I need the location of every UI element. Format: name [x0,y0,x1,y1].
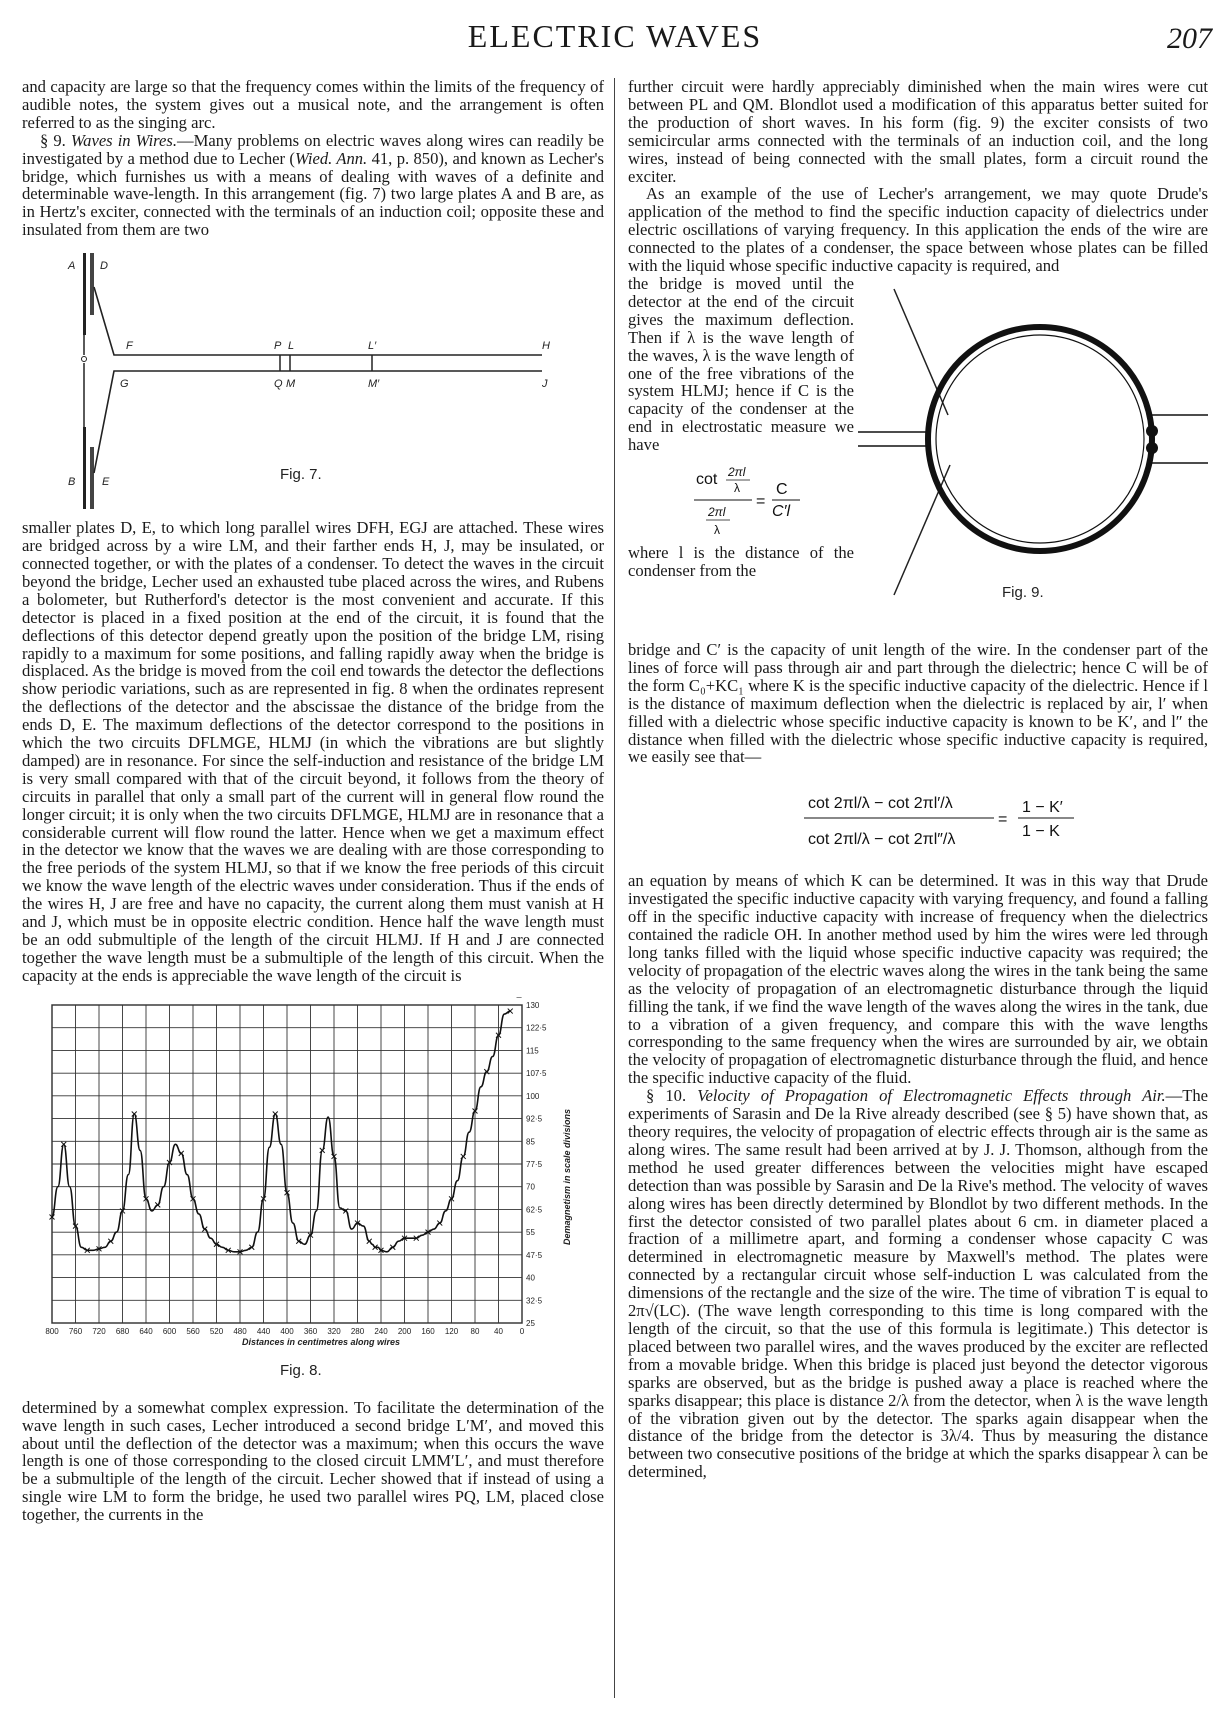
data-point [179,1151,184,1156]
x-tick-label: 600 [162,1326,177,1336]
figure-8-chart [22,997,604,1393]
equation-1-svg [628,462,854,544]
eq-bottom-num: 2πl [708,505,726,520]
y-tick-label: 122·5 [526,1023,547,1033]
section-number: § 10. [646,1086,687,1106]
right-column [628,78,1208,1481]
figure-8 [22,997,604,1393]
x-axis-label: Distances in centimetres along wires [242,1336,401,1347]
figure-7-caption: Fig. 7. [280,466,322,484]
series-line [52,1011,510,1252]
label-L: L [288,340,295,353]
running-title: ELECTRIC WAVES [467,18,763,54]
y-tick-label: 100 [526,1091,540,1101]
x-tick-label: 320 [327,1326,341,1336]
x-tick-label: 480 [233,1326,247,1336]
section-title: Waves in Wires. [70,130,177,150]
x-tick-label: 680 [115,1326,130,1336]
y-tick-label: 115 [526,1046,539,1056]
figure-7-diagram [22,247,604,515]
label-H: H [542,340,550,353]
text-run: 41, p. 850), and known as Lecher's bridge, which furnishes us with a means of dealing with waves of a definite and determinable wave-length. In this arrangement (fig. 7) two large plates A and B are, as in Hertz's exciter, connected with the terminals of an induction coil; opposite these and insulated from them are two [22,148,604,240]
left-column [22,78,604,1524]
eq-rhs-den: C′l [772,503,791,521]
paragraph: smaller plates D, E, to which long parallel wires DFH, EGJ are attached. These wires are bridged across by a wire LM, and their farther ends H, J, may be insulated, or connected together, or with the plates of a condenser. To detect the waves in the circuit beyond the bridge, Lecher used an exhausted tube placed across the wires, and Rubens a bolometer, but Rutherford's detector is the most convenient and accurate. If this detector is placed in a fixed position at the end of the circuit, it is found that the deflections of this detector depend greatly upon the position of the bridge LM, rising rapidly to a maximum for some positions, and falling rapidly away when the bridge is displaced. As the bridge is moved from the coil end towards the detector the deflections show periodic variations, such as are represented in fig. 8 when the ordinates represent the deflections of the detector and the abscissae the distance of the bridge from the ends D, E. The maximum deflections of the detector correspond to the positions in which the two circuits DFLMGE, HLMJ (in which the vibrations are but slightly damped) are in resonance. For since the self-induction and resistance of the bridge LM is very small compared with that of the circuit beyond, it follows from the theory of circuits in parallel that only a small part of the current will in general flow round the longer circuit; it is only when the two circuits DFLMGE, HLMJ are in resonance that a considerable current will flow round the latter. Hence when we get a maximum effect in the detector we know that the waves we are dealing with are those corresponding to the free periods of the system HLMJ, so that if we know the free periods of this circuit we know the wave length of the electric waves under consideration. Thus if the ends of the wires H, J are free and have no capacity, the current along them must vanish at H and J, which must be in opposite electric condition. Hence half the wave length must be an odd submultiple of the length of the circuit HLMJ. If H and J are connected together the wave length must be a submultiple of the length of this circuit. When the capacity at the ends is appreciable the wave length of the circuit is [22,518,604,985]
y-tick-label: 47·5 [526,1250,543,1260]
y-tick-label: 77·5 [526,1159,543,1169]
y-axis-label: Demagnetism in scale divisions [562,1108,572,1245]
figure-9 [858,275,1208,615]
paragraph: bridge and C′ is the capacity of unit length of the wire. In the condenser part of the lines of force will pass through air and part through the dielectric; hence C will be of the form C₀+KC₁ where K is the specific inductive capacity of the dielectric. Hence if l is the distance of maximum deflection when the dielectric is replaced by air, l′ when filled with a dielectric whose specific inductive capacity is known to be K′, and l″ the distance when filled with the dielectric whose specific inductive capacity is required, we easily see that— [628,639,1208,767]
x-tick-labels [45,1327,524,1336]
paragraph: and capacity are large so that the frequency comes within the limits of the frequency of audible notes, the system gives out a musical note, and the arrangement is often referred to as the singing arc. [22,77,604,132]
paragraph: the bridge is moved until the detector at the end of the circuit gives the maximum deflection. Then if λ is the wave length of the waves, λ is the wave length of one of the free vibrations of the system HLMJ; hence if C is the capacity of the condenser at the end in electrostatic measure we have [628,273,854,455]
data-point [273,1111,278,1116]
citation: Wied. Ann. [294,148,368,168]
eq-cot: cot [696,471,718,489]
x-tick-label: 720 [92,1326,106,1336]
label-Q: Q [274,378,283,391]
eq-frac-den: λ [734,481,740,496]
x-tick-label: 0 [519,1326,525,1336]
data-point [132,1111,137,1116]
eq2-equals: = [998,811,1008,829]
text-run: —Many problems on electric waves along wires can readily be investigated by a method due to Lecher ( [22,130,604,168]
section-paragraph [628,1087,1208,1481]
x-tick-label: 440 [256,1326,271,1336]
x-tick-label: 240 [374,1326,388,1336]
label-J: J [542,378,548,391]
equation-2-svg [628,770,1208,868]
x-tick-label: 520 [209,1326,224,1336]
label-M: M [286,378,296,391]
y-tick-labels [526,1001,547,1328]
eq-equals: = [756,493,766,511]
paragraph: an equation by means of which K can be determined. It was in this way that Drude investigated the specific inductive capacity with varying frequency, and found a falling off in the specific inductive capacity with increase of frequency when the dielectrics contained the radicle OH. In another method used by him the wires were led through long tanks filled with the liquid whose specific inductive capacity was required; the velocity of propagation of the electric waves along the wires in the tank being the same as the velocity of propagation of an electromagnetic disturbance through the liquid filling the tank, if we find the wave length of the waves along the wires in the tank, due to a vibration of a given frequency, and compare this with the wave lengths corresponding to the same frequency when the wires are surrounded by air, we obtain the velocity of propagation of electromagnetic disturbance through the fluid, and hence the specific inductive capacity of the fluid. [628,871,1208,1088]
x-tick-label: 40 [494,1326,503,1336]
data-point [461,1154,466,1159]
y-tick-label: 107·5 [526,1068,547,1078]
paragraph: As an example of the use of Lecher's arrangement, we may quote Drude's application of the method to find the specific induction capacity of dielectrics under electric oscillations of varying frequency. In this application the ends of the wire are connected to the plates of a condenser, the space between whose plates can be filled with the liquid whose specific inductive capacity is required, and [628,184,1208,276]
paragraph: further circuit were hardly appreciably diminished when the main wires were cut between PL and QM. Blondlot used a modification of this apparatus better suited for the production of short waves. In his form (fig. 9) the exciter consists of two semicircular arms connected with the terminals of an induction coil, and the long wires, instead of being connected with the small plates, form a circuit round the exciter. [628,77,1208,186]
data-point [202,1226,207,1231]
x-tick-label: 400 [280,1326,294,1336]
figure-9-caption: Fig. 9. [1002,583,1044,601]
label-F: F [126,340,133,353]
y-tick-label: 130 [526,1000,540,1010]
y-tick-label: 85 [526,1137,535,1147]
label-P: P [274,340,282,353]
y-tick-label: 25 [526,1318,535,1328]
x-tick-label: 160 [421,1326,435,1336]
narrow-text [628,275,854,580]
eq2-rhs-den: 1 − K [1022,823,1060,841]
paragraph: determined by a somewhat complex expression. To facilitate the determination of the wave length in such cases, Lecher introduced a second bridge L′M′, and moved this about until the deflection of the detector was a maximum; when this occurs the wave length is one of those corresponding to the closed circuit LMM′L′, and must therefore be a submultiple of the length of the circuit. Lecher showed that if instead of using a single wire LM to form the bridge, he used two parallel wires PQ, LM, placed close together, the currents in the [22,1397,604,1525]
eq2-bottom: cot 2πl/λ − cot 2πl″/λ [808,831,956,849]
figure-7 [22,247,604,515]
y-tick-label: 40 [526,1273,535,1283]
page-number: 207 [1167,22,1212,55]
section-number: § 9. [40,130,66,150]
eq-bottom-den: λ [714,523,720,538]
x-tick-label: 360 [303,1326,318,1336]
figure-8-caption: Fig. 8. [280,1361,322,1379]
x-tick-label: 120 [444,1326,459,1336]
x-tick-label: 560 [186,1326,200,1336]
label-D: D [100,260,108,273]
x-tick-label: 280 [350,1326,365,1336]
y-tick-label: 92·5 [526,1114,543,1124]
label-B: B [68,476,76,489]
section-title: Velocity of Propagation of Electromagnetic Effects through Air. [697,1086,1166,1106]
eq2-rhs-num: 1 − K′ [1022,799,1063,817]
data-point [320,1148,325,1153]
x-tick-label: 80 [470,1326,480,1336]
figure-9-block [628,275,1208,641]
label-A: A [68,260,76,273]
eq-rhs-num: C [776,481,788,499]
label-E: E [102,476,110,489]
column-rule [614,78,615,1698]
eq2-top: cot 2πl/λ − cot 2πl′/λ [808,795,953,813]
eq-frac-num: 2πl [728,465,746,480]
label-G: G [120,378,129,391]
paragraph: where l is the distance of the condenser from the [628,543,854,580]
section-paragraph [22,132,604,239]
data-point [61,1142,66,1147]
y-tick-label: 32·5 [526,1296,543,1306]
label-L-prime: L′ [368,340,377,353]
chart-grid [52,1005,522,1323]
x-tick-label: 800 [45,1326,59,1336]
figure-9-diagram [858,275,1208,615]
y-tick-label: 70 [526,1182,535,1192]
y-tick-label: 62·5 [526,1205,543,1215]
text-run: —The experiments of Sarasin and De la Rive already described (see § 5) have shown that, as theory requires, the velocity of propagation of electric effects through air is the same as along wires. The same result had been arrived at by J. J. Thomson, although from the method he used greater differences between the velocities might have escaped detection than was possible by Sarasin and De la Rive's method. The velocity of waves along wires has been directly determined by Blondlot by two different methods. In the first the detector consisted of two parallel plates about 6 cm. in diameter placed a fraction of a millimetre apart, and forming a condenser whose capacity C was determined in electromagnetic measure by Maxwell's method. The plates were connected by a rectangular circuit whose self-induction L was calculated from the dimensions of the rectangle and the size of the wire. The time of vibration T is equal to 2π√(LC). (The wave length corresponding to this time is long compared with the length of the circuit, so that the use of this formula is legitimate.) This detector is placed between two parallel wires, and the waves produced by the exciter are reflected from a movable bridge. When this bridge is placed just beyond the detector vigorous sparks are observed, but as the bridge is pushed away a place is reached where the sparks disappear; this place is distance 2/λ from the detector, when λ is the wave length of the vibration given out by the detector. The sparks again disappear when the distance of the bridge from the detector is 3λ/4. Thus by measuring the distance between two consecutive positions of the bridge at which the sparks disappear λ can be determined, [628,1086,1209,1482]
equation-1 [628,462,854,544]
x-tick-label: 760 [68,1326,83,1336]
data-point [367,1238,372,1243]
x-tick-label: 640 [139,1326,153,1336]
equation-2 [628,770,1208,868]
y-tick-label: 55 [526,1227,535,1237]
x-tick-label: 200 [397,1326,412,1336]
label-M-prime: M′ [368,378,380,391]
